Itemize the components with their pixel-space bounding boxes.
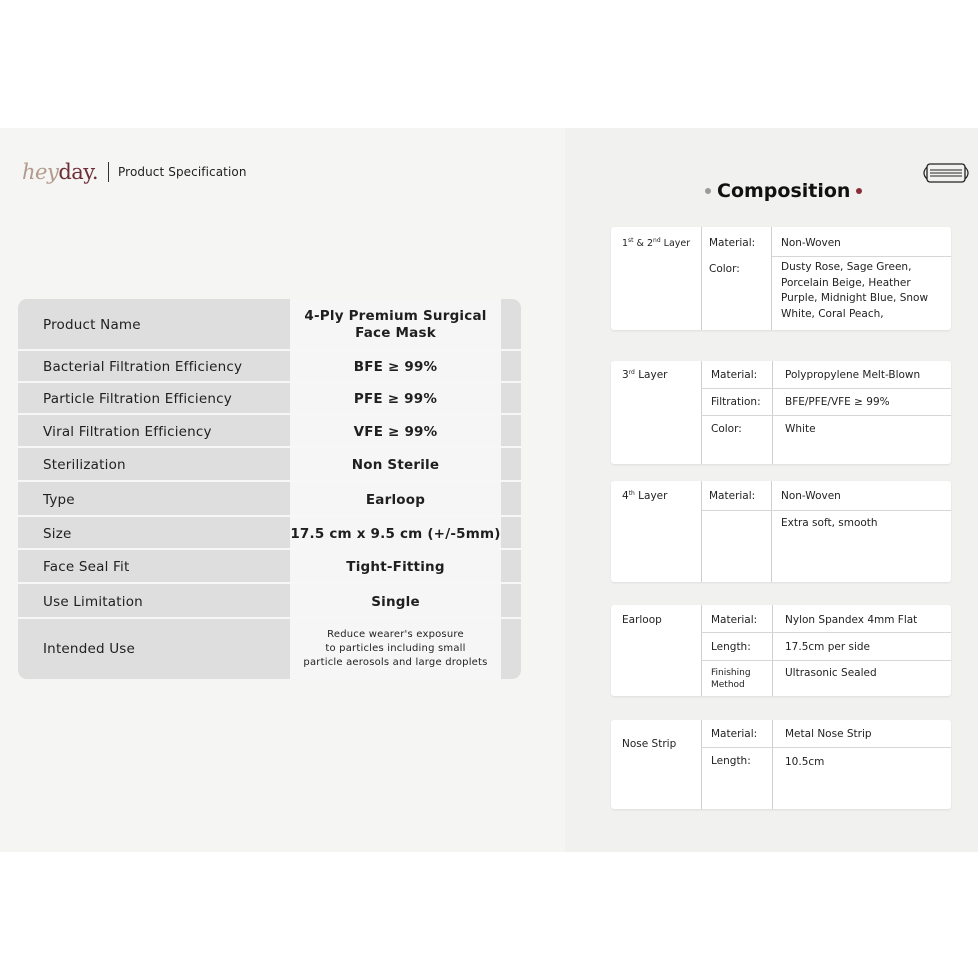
- spec-row-pfe: [18, 383, 521, 415]
- length-key: Length:: [711, 641, 751, 653]
- material-value: Nylon Spandex 4mm Flat: [785, 614, 918, 626]
- spec-label: Viral Filtration Efficiency: [43, 423, 212, 440]
- spec-value: Earloop: [365, 491, 426, 508]
- spec-row-sterilization: [18, 448, 521, 482]
- row-divider: [701, 632, 951, 633]
- layer-name: 3rd Layer: [622, 369, 668, 381]
- row-divider: [701, 510, 951, 511]
- spec-value: Non Sterile: [351, 457, 440, 473]
- composition-card-nose-strip: [611, 720, 951, 809]
- brand-divider: [108, 162, 109, 182]
- spec-value: Reduce wearer's exposure to particles including small particle aerosols and large droplets: [303, 629, 488, 668]
- spec-value: VFE ≥ 99%: [353, 423, 438, 440]
- spec-table: [18, 299, 521, 679]
- composition-title: [705, 180, 862, 202]
- composition-card-layer-3: [611, 361, 951, 464]
- material-key: Material:: [711, 614, 758, 626]
- layer-name: Earloop: [622, 614, 662, 626]
- material-value: Non-Woven: [781, 490, 841, 502]
- row-divider: [701, 747, 951, 748]
- logo-day: day.: [58, 160, 99, 184]
- spec-label: Intended Use: [43, 641, 136, 657]
- material-value: Metal Nose Strip: [785, 728, 872, 740]
- length-value: 10.5cm: [785, 756, 825, 768]
- filtration-key: Filtration:: [711, 396, 761, 408]
- column-divider: [771, 481, 772, 582]
- column-divider: [772, 605, 773, 696]
- spec-row-size: [18, 517, 521, 550]
- spec-label: Particle Filtration Efficiency: [43, 391, 232, 407]
- logo-hey: hey: [22, 160, 59, 184]
- row-divider: [701, 415, 951, 416]
- finishing-method-value: Ultrasonic Sealed: [785, 667, 877, 679]
- column-divider: [772, 361, 773, 464]
- spec-row-vfe: [18, 415, 521, 448]
- spec-label: Face Seal Fit: [43, 559, 130, 575]
- spec-value: BFE ≥ 99%: [353, 359, 438, 375]
- face-mask-icon: [920, 162, 972, 184]
- heyday-logo: [22, 160, 98, 184]
- color-key: Color:: [711, 423, 742, 435]
- layer-name: 1st & 2nd Layer: [622, 237, 691, 249]
- column-divider: [701, 720, 702, 809]
- spec-label: Product Name: [43, 317, 141, 333]
- column-divider: [701, 361, 702, 464]
- page-subtitle: Product Specification: [118, 165, 247, 179]
- spec-label: Bacterial Filtration Efficiency: [43, 359, 243, 375]
- column-divider: [772, 720, 773, 809]
- material-key: Material:: [711, 369, 758, 381]
- finishing-method-key: Finishing Method: [711, 668, 751, 690]
- composition-card-layer-1-2: [611, 227, 951, 330]
- row-divider: [701, 660, 951, 661]
- spec-value: Tight-Fitting: [346, 559, 445, 575]
- brand-header: [22, 160, 247, 184]
- spec-value: 4-Ply Premium Surgical Face Mask: [304, 308, 487, 341]
- spec-row-use-limitation: [18, 584, 521, 619]
- spec-label: Sterilization: [43, 457, 126, 473]
- title-dot-left: [705, 188, 711, 194]
- spec-value: PFE ≥ 99%: [353, 391, 438, 407]
- color-key: Color:: [709, 263, 740, 275]
- material-key: Material:: [709, 490, 756, 502]
- composition-card-earloop: [611, 605, 951, 696]
- layer-name: Nose Strip: [622, 738, 677, 750]
- spec-row-intended-use: [18, 619, 521, 679]
- row-divider: [701, 388, 951, 389]
- spec-row-bfe: [18, 351, 521, 383]
- composition-title-text: Composition: [717, 180, 851, 202]
- layer-name: 4th Layer: [622, 490, 668, 502]
- filtration-value: BFE/PFE/VFE ≥ 99%: [785, 396, 890, 408]
- column-divider: [701, 605, 702, 696]
- spec-row-face-seal-fit: [18, 550, 521, 584]
- spec-row-product-name: [18, 299, 521, 351]
- spec-row-type: [18, 482, 521, 517]
- composition-card-layer-4: [611, 481, 951, 582]
- row-divider: [771, 256, 951, 257]
- title-dot-right: [856, 188, 862, 194]
- spec-value: Single: [371, 593, 420, 610]
- material-value: Polypropylene Melt-Blown: [785, 369, 921, 381]
- material-key: Material:: [711, 728, 758, 740]
- material-key: Material:: [709, 237, 756, 249]
- texture-value: Extra soft, smooth: [781, 517, 878, 529]
- spec-value: 17.5 cm x 9.5 cm (+/-5mm): [290, 525, 501, 542]
- material-value: Non-Woven: [781, 237, 841, 249]
- spec-label: Size: [43, 525, 72, 542]
- column-divider: [701, 481, 702, 582]
- spec-label: Use Limitation: [43, 593, 143, 610]
- column-divider: [701, 227, 702, 330]
- column-divider: [771, 227, 772, 330]
- length-value: 17.5cm per side: [785, 641, 871, 653]
- spec-label: Type: [43, 491, 75, 508]
- length-key: Length:: [711, 755, 751, 767]
- color-value: White: [785, 423, 816, 435]
- color-value: Dusty Rose, Sage Green, Porcelain Beige, Heather Purple, Midnight Blue, Snow White, Coral Peach,: [781, 261, 929, 320]
